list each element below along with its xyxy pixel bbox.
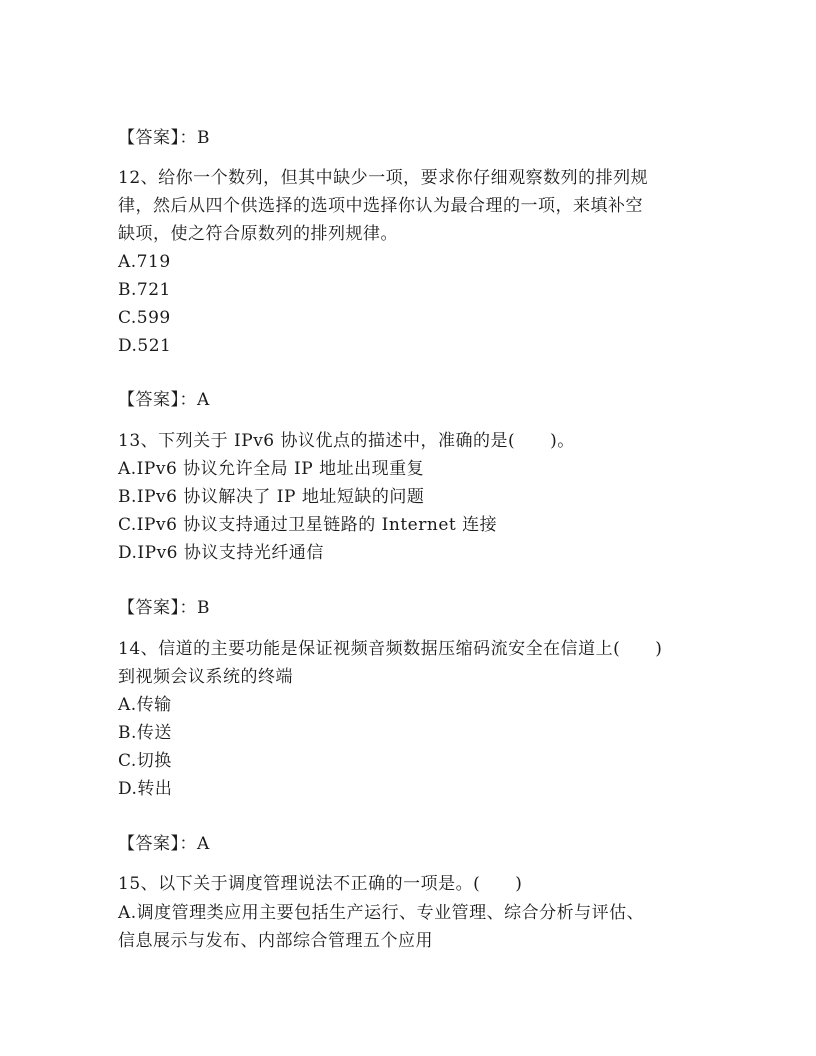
answer-value: B: [197, 598, 210, 618]
question-13-option-c: C.IPv6 协议支持通过卫星链路的 Internet 连接: [118, 515, 498, 535]
question-14-option-a: A.传输: [118, 695, 172, 715]
answer-line: [118, 128, 210, 148]
question-14-option-b: B.传送: [118, 723, 172, 743]
answer-line: [118, 834, 210, 854]
answer-line: [118, 390, 210, 410]
question-14-stem-line-2: 到视频会议系统的终端: [118, 667, 293, 687]
question-14-stem-line-1: 14、信道的主要功能是保证视频音频数据压缩码流安全在信道上( ): [118, 639, 663, 659]
answer-label: 【答案】：: [118, 598, 197, 618]
answer-line: [118, 598, 210, 618]
question-12-stem-line-1: 12、给你一个数列，但其中缺少一项，要求你仔细观察数列的排列规: [118, 168, 649, 188]
answer-label: 【答案】：: [118, 390, 197, 410]
question-12-option-c: C.599: [118, 308, 171, 328]
answer-value: A: [197, 834, 210, 854]
question-12-stem-line-3: 缺项，使之符合原数列的排列规律。: [118, 224, 398, 244]
question-12-option-a: A.719: [118, 252, 171, 272]
question-12-option-d: D.521: [118, 336, 172, 356]
answer-value: B: [197, 128, 210, 148]
question-13-option-a: A.IPv6 协议允许全局 IP 地址出现重复: [118, 459, 425, 479]
question-15-stem-line-1: 15、以下关于调度管理说法不正确的一项是。( ): [118, 874, 523, 894]
question-13-option-d: D.IPv6 协议支持光纤通信: [118, 543, 324, 563]
question-15-option-a-line-2: 信息展示与发布、内部综合管理五个应用: [118, 931, 433, 951]
answer-label: 【答案】：: [118, 128, 197, 148]
question-12-option-b: B.721: [118, 280, 171, 300]
question-14-option-c: C.切换: [118, 751, 172, 771]
question-15-option-a-line-1: A.调度管理类应用主要包括生产运行、专业管理、综合分析与评估、: [118, 903, 645, 923]
answer-value: A: [197, 390, 210, 410]
question-14-option-d: D.转出: [118, 779, 173, 799]
question-12-stem-line-2: 律，然后从四个供选择的选项中选择你认为最合理的一项，来填补空: [118, 196, 643, 216]
answer-label: 【答案】：: [118, 834, 197, 854]
question-13-option-b: B.IPv6 协议解决了 IP 地址短缺的问题: [118, 487, 425, 507]
question-13-stem-line-1: 13、下列关于 IPv6 协议优点的描述中，准确的是( )。: [118, 431, 575, 451]
